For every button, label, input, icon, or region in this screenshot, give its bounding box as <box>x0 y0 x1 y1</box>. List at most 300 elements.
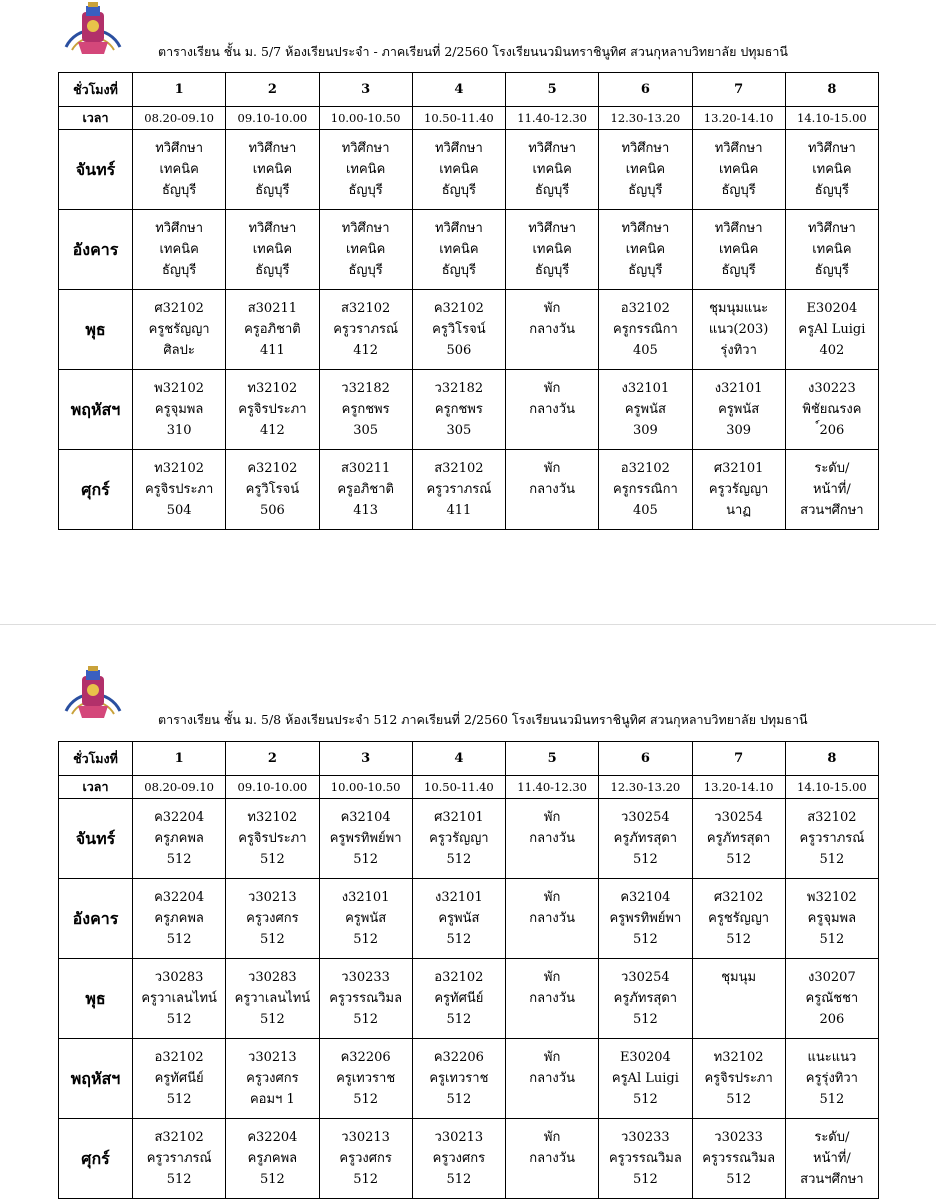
cell-line: ส32102 <box>340 301 391 316</box>
day-row <box>59 1039 879 1119</box>
cell-line: ท32102 <box>247 810 298 825</box>
period-number: 7 <box>692 73 785 107</box>
schedule-cell <box>785 799 878 879</box>
schedule-cell <box>785 959 878 1039</box>
cell-line: ครูAl Luigi <box>611 1071 679 1086</box>
cell-line: กลางวัน <box>529 991 575 1006</box>
cell-line: ครูวราภรณ์ <box>799 831 865 846</box>
cell-line: ทวิศึกษา <box>621 141 670 156</box>
cell-line: ว30233 <box>341 970 390 985</box>
cell-line: 512 <box>259 852 285 867</box>
cell-line: ครูวิโรจน์ <box>245 482 300 497</box>
cell-line: 512 <box>819 1092 845 1107</box>
cell-line: เทคนิค <box>625 162 666 177</box>
cell-line: ครูจุมพล <box>807 911 857 926</box>
time-label: เวลา <box>59 776 133 799</box>
cell-line: ง32101 <box>621 381 670 396</box>
cell-line: ครูทัศนีย์ <box>434 991 484 1006</box>
cell-line: ธัญบุรี <box>255 183 290 198</box>
cell-line: 504 <box>166 503 192 518</box>
cell-line: ครูวรรณวิมล <box>702 1151 776 1166</box>
time-slot: 10.50-11.40 <box>412 776 505 799</box>
period-label: ชั่วโมงที่ <box>59 742 133 776</box>
cell-line: ครูวรรณวิมล <box>329 991 403 1006</box>
cell-line: ท32102 <box>247 381 298 396</box>
cell-line: ครูวาเลนไทน์ <box>141 991 217 1006</box>
cell-line: เทคนิค <box>252 162 293 177</box>
schedule-cell <box>692 450 785 530</box>
schedule-cell <box>599 959 692 1039</box>
cell-line: ธัญบุรี <box>348 183 383 198</box>
day-name: ศุกร์ <box>59 1119 133 1199</box>
cell-line: ครูทัศนีย์ <box>154 1071 204 1086</box>
cell-line: ชุมนุม <box>721 970 757 985</box>
cell-line: ครูพนัส <box>624 402 666 417</box>
day-row <box>59 290 879 370</box>
schedule-cell <box>599 799 692 879</box>
schedule-cell <box>412 130 505 210</box>
schedule-cell <box>785 879 878 959</box>
cell-line: ศ32101 <box>713 461 764 476</box>
cell-line: ครูพนัส <box>718 402 760 417</box>
day-row <box>59 210 879 290</box>
schedule-cell <box>412 210 505 290</box>
cell-line: กลางวัน <box>529 831 575 846</box>
cell-line <box>693 988 785 1009</box>
cell-line <box>506 849 598 870</box>
cell-line: 512 <box>166 1012 192 1027</box>
cell-line: ครูวงศกร <box>246 1071 299 1086</box>
cell-line: กลางวัน <box>529 1071 575 1086</box>
schedule-cell <box>133 450 226 530</box>
cell-line: ครูจิรประภา <box>144 482 214 497</box>
cell-line: พัก <box>543 301 561 316</box>
cell-line: 512 <box>446 852 472 867</box>
cell-line: เทคนิค <box>532 162 572 177</box>
day-name: จันทร์ <box>59 130 133 210</box>
day-name: พุธ <box>59 959 133 1039</box>
cell-line: ชุมนุมแนะ <box>709 301 769 316</box>
cell-line: ธัญบุรี <box>721 263 756 278</box>
cell-line: ส32102 <box>807 810 857 825</box>
cell-line: ทวิศึกษา <box>248 221 297 236</box>
cell-line <box>506 500 598 521</box>
cell-line: ว32182 <box>341 381 390 396</box>
cell-line: หน้าที่/ <box>813 1151 851 1166</box>
cell-line: ส32102 <box>154 1130 204 1145</box>
cell-line: ครูกรรณิกา <box>613 482 678 497</box>
schedule-cell <box>319 450 412 530</box>
cell-line: ง30223 <box>808 381 856 396</box>
cell-line: ว30254 <box>621 810 670 825</box>
time-slot: 11.40-12.30 <box>506 107 599 130</box>
cell-line: ทวิศึกษา <box>155 221 204 236</box>
cell-line: ครูภคพล <box>154 911 204 926</box>
cell-line: ครูวาเลนไทน์ <box>234 991 311 1006</box>
day-name: ศุกร์ <box>59 450 133 530</box>
schedule-cell <box>599 1039 692 1119</box>
cell-line: ครูพนัส <box>345 911 387 926</box>
cell-line: 512 <box>632 1092 658 1107</box>
schedule-cell <box>506 799 599 879</box>
schedule-cell <box>226 370 319 450</box>
schedule-cell <box>412 879 505 959</box>
cell-line: ทวิศึกษา <box>807 221 856 236</box>
cell-line <box>693 1009 785 1030</box>
cell-line: 512 <box>166 1092 192 1107</box>
cell-line: นาฏ <box>726 503 752 518</box>
schedule-cell <box>599 130 692 210</box>
time-slot: 14.10-15.00 <box>785 776 878 799</box>
cell-line: พ32102 <box>154 381 205 396</box>
schedule-cell <box>599 210 692 290</box>
schedule-cell <box>692 1119 785 1199</box>
schedule-cell <box>599 450 692 530</box>
cell-line: ศ32102 <box>154 301 204 316</box>
cell-line: เทคนิค <box>439 242 479 257</box>
period-header-row <box>59 742 879 776</box>
cell-line: 506 <box>259 503 285 518</box>
schedule-cell <box>319 1039 412 1119</box>
day-name: อังคาร <box>59 210 133 290</box>
cell-line <box>506 420 598 441</box>
cell-line <box>506 1009 598 1030</box>
schedule-cell <box>133 879 226 959</box>
schedule-cell <box>226 799 319 879</box>
cell-line: ศ32101 <box>434 810 484 825</box>
timetable-title: ตารางเรียน ชั้น ม. 5/7 ห้องเรียนประจำ - ภาคเรียนที่ 2/2560 โรงเรียนนวมินทราชินูทิศ สวนกุหลาบวิทยาลัย ปทุมธานี <box>158 44 788 59</box>
schedule-cell <box>506 130 599 210</box>
period-label: ชั่วโมงที่ <box>59 73 133 107</box>
cell-line: ครูภัทรสุดา <box>613 991 678 1006</box>
cell-line: 512 <box>632 932 658 947</box>
schedule-cell <box>319 959 412 1039</box>
cell-line: สวนฯศึกษา <box>800 1172 864 1187</box>
page-divider <box>0 624 936 625</box>
time-slot: 12.30-13.20 <box>599 107 692 130</box>
schedule-cell <box>599 879 692 959</box>
schedule-cell <box>412 799 505 879</box>
cell-line: เทคนิค <box>812 162 852 177</box>
schedule-cell <box>785 210 878 290</box>
cell-line: 512 <box>726 932 752 947</box>
cell-line: 506 <box>446 343 472 358</box>
schedule-cell <box>506 370 599 450</box>
cell-line: 512 <box>166 1172 192 1187</box>
cell-line: ง32101 <box>435 890 483 905</box>
day-name: อังคาร <box>59 879 133 959</box>
cell-line: ค32206 <box>340 1050 391 1065</box>
schedule-cell <box>506 290 599 370</box>
schedule-cell <box>133 1119 226 1199</box>
cell-line: 512 <box>446 1092 472 1107</box>
schedule-cell <box>785 1119 878 1199</box>
cell-line: ครูณัชชา <box>805 991 859 1006</box>
cell-line: 310 <box>166 423 192 438</box>
timetable <box>58 741 879 1199</box>
period-number: 4 <box>412 73 505 107</box>
cell-line: ง32101 <box>341 890 390 905</box>
schedule-cell <box>319 879 412 959</box>
cell-line: ทวิศึกษา <box>807 141 856 156</box>
schedule-cell <box>133 1039 226 1119</box>
period-number: 3 <box>319 742 412 776</box>
schedule-cell <box>412 370 505 450</box>
cell-line: 512 <box>446 1012 472 1027</box>
cell-line: ค32206 <box>433 1050 484 1065</box>
time-slot: 09.10-10.00 <box>226 776 319 799</box>
cell-line: 512 <box>632 852 658 867</box>
schedule-cell <box>506 450 599 530</box>
cell-line: ส30211 <box>247 301 298 316</box>
cell-line: ว30213 <box>248 1050 297 1065</box>
cell-line: แนว(203) <box>708 322 769 337</box>
timetable-title: ตารางเรียน ชั้น ม. 5/8 ห้องเรียนประจำ 512 ภาคเรียนที่ 2/2560 โรงเรียนนวมินทราชินูทิศ สวนกุหลาบวิทยาลัย ปทุมธานี <box>158 712 808 727</box>
cell-line: พัก <box>543 970 561 985</box>
time-slot: 12.30-13.20 <box>599 776 692 799</box>
schedule-cell <box>692 799 785 879</box>
cell-line: ง30207 <box>808 970 856 985</box>
cell-line: เทคนิค <box>159 242 199 257</box>
cell-line: 512 <box>446 1172 472 1187</box>
time-slot: 08.20-09.10 <box>133 107 226 130</box>
cell-line: 512 <box>632 1012 658 1027</box>
cell-line: อ32102 <box>434 970 484 985</box>
schedule-cell <box>319 130 412 210</box>
schedule-cell <box>599 290 692 370</box>
cell-line: 412 <box>353 343 379 358</box>
schedule-cell <box>133 290 226 370</box>
cell-line: ครูพรทิพย์พา <box>609 911 682 926</box>
cell-line: ครูจิรประภา <box>238 831 307 846</box>
cell-line: กลางวัน <box>529 1151 575 1166</box>
cell-line: ว32182 <box>434 381 484 396</box>
cell-line: ครูชรัญญา <box>148 322 210 337</box>
time-row <box>59 776 879 799</box>
cell-line: ครูเทวราช <box>336 1071 396 1086</box>
cell-line: อ32102 <box>620 461 670 476</box>
cell-line: 512 <box>353 1172 379 1187</box>
cell-line: 402 <box>819 343 845 358</box>
period-number: 6 <box>599 742 692 776</box>
cell-line: 512 <box>632 1172 658 1187</box>
day-name: จันทร์ <box>59 799 133 879</box>
schedule-cell <box>226 1039 319 1119</box>
cell-line: ทวิศึกษา <box>621 221 670 236</box>
cell-line: ครูอภิชาติ <box>244 322 301 337</box>
cell-line: ทวิศึกษา <box>434 221 483 236</box>
day-row <box>59 1119 879 1199</box>
schedule-cell <box>692 130 785 210</box>
day-row <box>59 879 879 959</box>
school-logo-icon <box>58 666 128 726</box>
cell-line: เทคนิค <box>439 162 479 177</box>
cell-line: ค32204 <box>154 890 205 905</box>
cell-line: ครูวรัญญา <box>708 482 769 497</box>
cell-line: ธัญบุรี <box>441 183 476 198</box>
schedule-cell <box>412 1039 505 1119</box>
cell-line: เทคนิค <box>532 242 572 257</box>
schedule-cell <box>319 1119 412 1199</box>
cell-line: กลางวัน <box>529 322 575 337</box>
time-slot: 10.00-10.50 <box>319 776 412 799</box>
cell-line: 512 <box>726 1172 752 1187</box>
cell-line: ว30283 <box>154 970 204 985</box>
cell-line: 405 <box>632 343 658 358</box>
schedule-cell <box>599 370 692 450</box>
cell-line: 512 <box>819 852 845 867</box>
period-number: 7 <box>692 742 785 776</box>
cell-line: 305 <box>446 423 472 438</box>
day-name: พฤหัสฯ <box>59 1039 133 1119</box>
cell-line: ครูภัทรสุดา <box>706 831 771 846</box>
period-number: 5 <box>506 73 599 107</box>
period-number: 6 <box>599 73 692 107</box>
time-slot: 10.50-11.40 <box>412 107 505 130</box>
cell-line: เทคนิค <box>345 162 386 177</box>
cell-line: 411 <box>446 503 472 518</box>
cell-line: เทคนิค <box>159 162 199 177</box>
cell-line: พัก <box>543 890 561 905</box>
schedule-cell <box>785 370 878 450</box>
day-row <box>59 130 879 210</box>
time-slot: 13.20-14.10 <box>692 107 785 130</box>
cell-line: รุ่งทิวา <box>720 343 757 358</box>
cell-line: 512 <box>726 1092 752 1107</box>
cell-line: ศิลปะ <box>163 343 195 358</box>
cell-line: ทวิศึกษา <box>528 141 577 156</box>
cell-line: 512 <box>166 932 192 947</box>
cell-line: ทวิศึกษา <box>434 141 483 156</box>
cell-line: ครูพนัส <box>438 911 480 926</box>
schedule-cell <box>226 879 319 959</box>
cell-line: หน้าที่/ <box>813 482 851 497</box>
cell-line: ว30233 <box>714 1130 763 1145</box>
cell-line: เทคนิค <box>625 242 666 257</box>
period-number: 8 <box>785 73 878 107</box>
cell-line: ครูวงศกร <box>246 911 299 926</box>
cell-line: 512 <box>819 932 845 947</box>
day-row <box>59 370 879 450</box>
cell-line: อ32102 <box>620 301 670 316</box>
cell-line: 512 <box>259 1012 285 1027</box>
cell-line: ครูกชพร <box>341 402 390 417</box>
cell-line: ครูวงศกร <box>432 1151 486 1166</box>
schedule-cell <box>412 290 505 370</box>
cell-line: ทวิศึกษา <box>528 221 577 236</box>
cell-line: 512 <box>259 1172 285 1187</box>
cell-line: ง32101 <box>714 381 763 396</box>
schedule-cell <box>506 959 599 1039</box>
schedule-cell <box>692 290 785 370</box>
cell-line: 512 <box>353 1092 379 1107</box>
cell-line: ว30213 <box>341 1130 390 1145</box>
cell-line: พัก <box>543 1050 561 1065</box>
time-row <box>59 107 879 130</box>
cell-line: ธัญบุรี <box>628 263 663 278</box>
cell-line: 512 <box>166 852 192 867</box>
cell-line: พัก <box>543 461 561 476</box>
cell-line: ครูภคพล <box>154 831 204 846</box>
cell-line: ระดับ/ <box>814 1130 850 1145</box>
cell-line: ธัญบุรี <box>721 183 756 198</box>
time-slot: 09.10-10.00 <box>226 107 319 130</box>
timetable <box>58 72 879 530</box>
schedule-cell <box>133 370 226 450</box>
time-slot: 13.20-14.10 <box>692 776 785 799</box>
cell-line: ธัญบุรี <box>814 263 849 278</box>
cell-line: ระดับ/ <box>814 461 850 476</box>
cell-line: ค32104 <box>340 810 391 825</box>
cell-line: 206 <box>819 1012 845 1027</box>
cell-line: ครูAl Luigi <box>798 322 866 337</box>
cell-line: ธัญบุรี <box>162 183 197 198</box>
cell-line: ค32102 <box>433 301 484 316</box>
cell-line: ครูจิรประภา <box>704 1071 773 1086</box>
day-name: พฤหัสฯ <box>59 370 133 450</box>
cell-line: ์206 <box>819 423 845 438</box>
cell-line: ครูวิโรจน์ <box>432 322 486 337</box>
schedule-cell <box>412 450 505 530</box>
cell-line: พัก <box>543 381 561 396</box>
cell-line: เทคนิค <box>718 162 759 177</box>
cell-line: 405 <box>632 503 658 518</box>
cell-line: ครูอภิชาติ <box>337 482 394 497</box>
cell-line: ธัญบุรี <box>348 263 383 278</box>
cell-line: ทวิศึกษา <box>714 141 763 156</box>
cell-line: ว30233 <box>621 1130 670 1145</box>
cell-line: ส30211 <box>340 461 391 476</box>
cell-line: พ32102 <box>806 890 857 905</box>
schedule-cell <box>226 959 319 1039</box>
cell-line: ครูวงศกร <box>339 1151 392 1166</box>
cell-line <box>506 1169 598 1190</box>
schedule-cell <box>506 1119 599 1199</box>
schedule-cell <box>692 370 785 450</box>
day-name: พุธ <box>59 290 133 370</box>
schedule-cell <box>133 799 226 879</box>
cell-line: ท32102 <box>154 461 205 476</box>
cell-line: ครูพรทิพย์พา <box>329 831 402 846</box>
schedule-cell <box>692 879 785 959</box>
cell-line: ครูกรรณิกา <box>613 322 678 337</box>
schedule-cell <box>226 450 319 530</box>
cell-line: 309 <box>726 423 752 438</box>
cell-line: E30204 <box>806 301 858 316</box>
schedule-cell <box>506 210 599 290</box>
schedule-cell <box>785 1039 878 1119</box>
cell-line: ครูวรรณวิมล <box>608 1151 682 1166</box>
schedule-cell <box>226 130 319 210</box>
cell-line: ครูจิรประภา <box>238 402 307 417</box>
cell-line: พัก <box>543 810 561 825</box>
period-header-row <box>59 73 879 107</box>
cell-line: ว30213 <box>434 1130 484 1145</box>
period-number: 8 <box>785 742 878 776</box>
cell-line: 411 <box>259 343 285 358</box>
cell-line: คอมฯ 1 <box>249 1092 295 1107</box>
cell-line: ค32204 <box>247 1130 298 1145</box>
day-row <box>59 450 879 530</box>
cell-line: ทวิศึกษา <box>341 221 390 236</box>
time-slot: 08.20-09.10 <box>133 776 226 799</box>
period-number: 1 <box>133 73 226 107</box>
cell-line: 512 <box>353 1012 379 1027</box>
schedule-cell <box>319 290 412 370</box>
cell-line: ค32102 <box>247 461 298 476</box>
cell-line <box>506 1089 598 1110</box>
schedule-cell <box>226 1119 319 1199</box>
